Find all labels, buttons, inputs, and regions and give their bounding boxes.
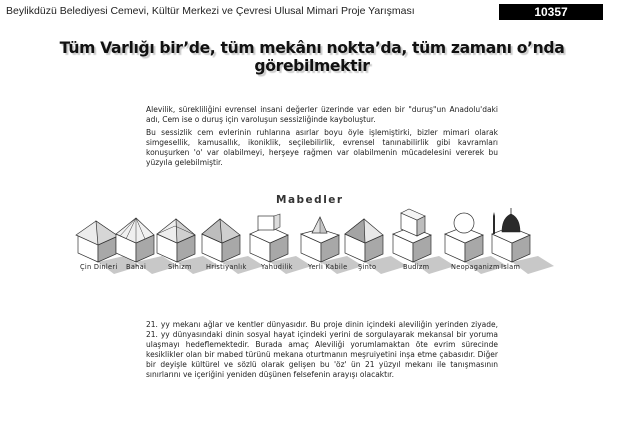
worship-label: Neopaganizm <box>451 263 500 271</box>
section-heading: Mabedler <box>276 194 344 206</box>
project-number-badge: 10357 <box>499 4 603 20</box>
worship-label: Sihizm <box>168 263 192 271</box>
intro-paragraph-2: Bu sessizlik cem evlerinin ruhlarına asırlar boyu öyle işlemiştirki, bizler mimari olarak simgesellik, kamusallık, ikoniklik, seçilebilirlik, evrensel tanınabilirlik gibi kavramları konuşurken 'o' var olabilmeyi, herşeye rağmen var olabilmenin mücadelesini vererek bu yüzyıla gelebilmiştir. <box>146 128 498 167</box>
page-title: Tüm Varlığı bir’de, tüm mekânı nokta’da, tüm zamanı o’nda görebilmektir <box>59 39 565 75</box>
competition-title: Beylikdüzü Belediyesi Cemevi, Kültür Merkezi ve Çevresi Ulusal Mimari Proje Yarışması <box>6 5 415 17</box>
worship-label: Yerli Kabile <box>308 263 348 271</box>
worship-label: Hristiyanlık <box>206 263 247 271</box>
intro-paragraph-1: Alevilik, sürekliliğini evrensel insani değerler üzerinde var eden bir "duruş"un Anadolu'daki adı, Cem ise o duruş için varoluşun sessizliğinde kayboluştur. <box>146 105 498 124</box>
worship-label: Budizm <box>403 263 430 271</box>
worship-label: Islam <box>501 263 521 271</box>
worship-label: Çin Dinleri <box>80 263 118 271</box>
worship-label: Bahai <box>126 263 147 271</box>
worship-label: Şinto <box>358 263 377 271</box>
worship-label: Yahudilik <box>261 263 293 271</box>
closing-paragraph: 21. yy mekanı ağlar ve kentler dünyasıdır. Bu proje dinin içindeki aleviliğin yerinden ziyade, 21. yy dünyasındaki dinin sosyal hayat içindeki yerini de sorgulayarak mekansal bir yoruma ulaşmayı hedeflemektedir. Burada amaç Aleviliği yorumlamaktan öte evrim sürecinde kesiklikler olan bir mabed türünü mekana oturtmanın meşruiyetini inşa etme çabasıdır. Diğer bir deyişle kültürel ve sözlü olarak gelişen bu 'öz' ün 21 yüzyıl mekanı ile tanışmasının sınırlarını ve içeriğini yeniden düşünen felsefenin arayışı olacaktır. <box>146 320 498 379</box>
